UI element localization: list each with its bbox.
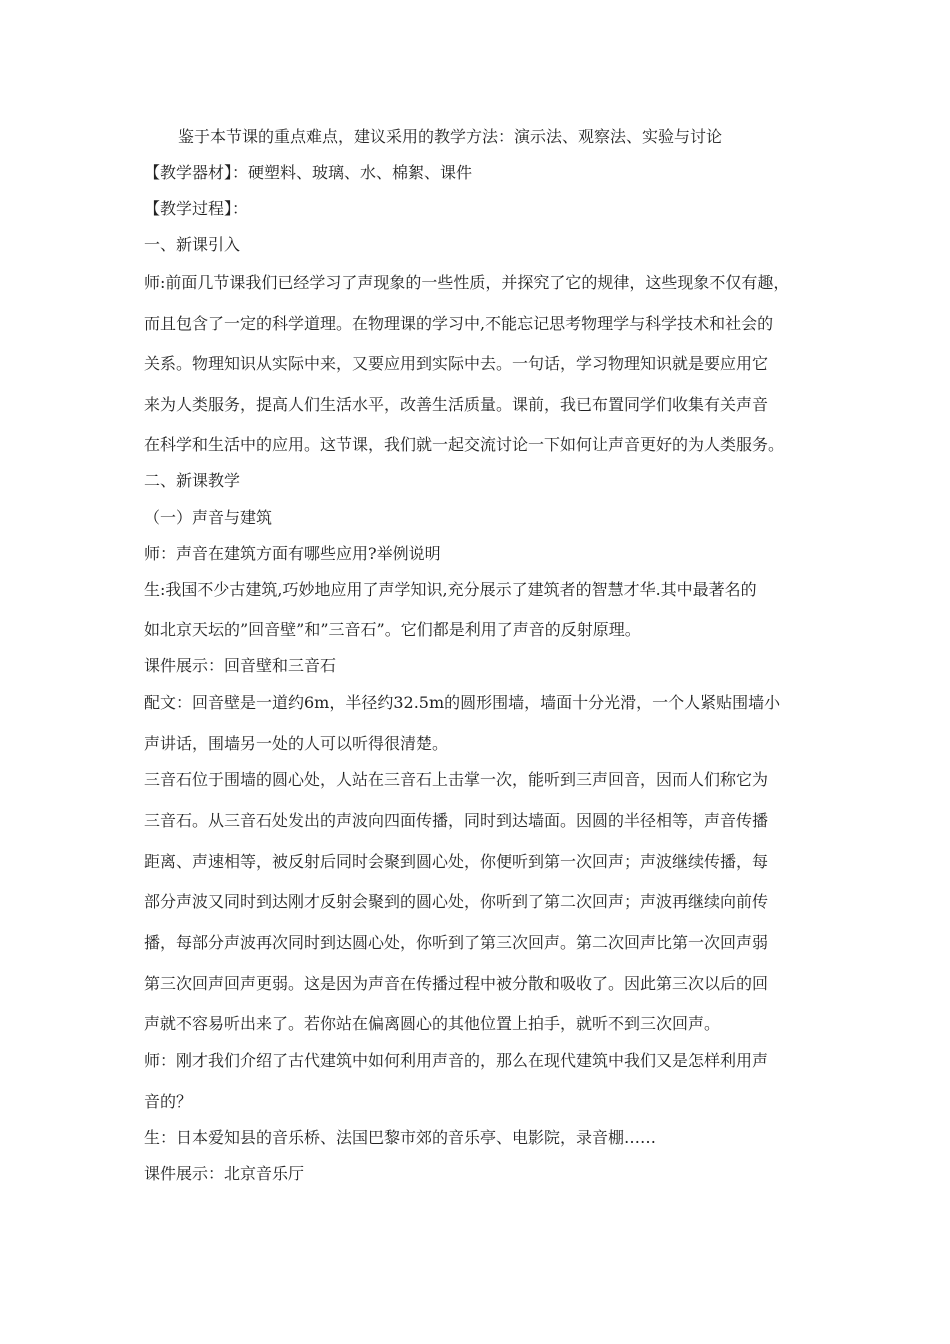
teacher-question: 师：声音在建筑方面有哪些应用?举例说明 — [144, 544, 441, 563]
method-line: 鉴于本节课的重点难点，建议采用的教学方法：演示法、观察法、实验与讨论 — [178, 127, 723, 146]
section-heading-teaching: 二、新课教学 — [144, 471, 241, 490]
echo-stone-line: 播，每部分声波再次同时到达圆心处，你听到了第三次回声。第二次回声比第一次回声弱 — [144, 933, 769, 952]
echo-stone-line: 声就不容易听出来了。若你站在偏离圆心的其他位置上拍手，就听不到三次回声。 — [144, 1014, 721, 1033]
echo-stone-line: 第三次回声回声更弱。这是因为声音在传播过程中被分散和吸收了。因此第三次以后的回 — [144, 974, 769, 993]
teacher-intro-line: 关系。物理知识从实际中来，又要应用到实际中去。一句话，学习物理知识就是要应用它 — [144, 354, 769, 373]
process-heading: 【教学过程】： — [144, 199, 249, 218]
teacher-intro-line: 师:前面几节课我们已经学习了声现象的一些性质，并探究了它的规律，这些现象不仅有趣， — [144, 273, 790, 292]
subsection-heading: （一）声音与建筑 — [144, 508, 273, 527]
courseware-caption: 课件展示：回音壁和三音石 — [144, 656, 337, 675]
courseware-caption: 课件展示：北京音乐厅 — [144, 1164, 305, 1183]
teacher-modern-question: 音的？ — [144, 1092, 193, 1111]
echo-stone-line: 部分声波又同时到达刚才反射会聚到的圆心处，你听到了第二次回声；声波再继续向前传 — [144, 892, 769, 911]
caption-text-line: 声讲话，围墙另一处的人可以听得很清楚。 — [144, 734, 449, 753]
teacher-intro-line: 来为人类服务，提高人们生活水平，改善生活质量。课前，我已布置同学们收集有关声音 — [144, 395, 769, 414]
student-answer-line: 如北京天坛的”回音壁”和”三音石”。它们都是利用了声音的反射原理。 — [144, 620, 641, 639]
student-modern-answer: 生：日本爱知县的音乐桥、法国巴黎市郊的音乐亭、电影院，录音棚…… — [144, 1128, 657, 1147]
teacher-modern-question: 师：刚才我们介绍了古代建筑中如何利用声音的，那么在现代建筑中我们又是怎样利用声 — [144, 1051, 769, 1070]
section-heading-intro: 一、新课引入 — [144, 235, 241, 254]
teacher-intro-line: 而且包含了一定的科学道理。在物理课的学习中,不能忘记思考物理学与科学技术和社会的 — [144, 314, 774, 333]
caption-text-line: 配文：回音壁是一道约6m，半径约32.5m的圆形围墙，墙面十分光滑，一个人紧贴围墙小 — [144, 693, 781, 712]
teacher-intro-line: 在科学和生活中的应用。这节课，我们就一起交流讨论一下如何让声音更好的为人类服务。 — [144, 435, 785, 454]
student-answer-line: 生:我国不少古建筑,巧妙地应用了声学知识,充分展示了建筑者的智慧才华.其中最著名的 — [144, 580, 757, 599]
echo-stone-line: 距离、声速相等，被反射后同时会聚到圆心处，你便听到第一次回声；声波继续传播，每 — [144, 852, 769, 871]
equipment-line: 【教学器材】：硬塑料、玻璃、水、棉絮、课件 — [144, 163, 473, 182]
echo-stone-line: 三音石位于围墙的圆心处，人站在三音石上击掌一次，能听到三声回音，因而人们称它为 — [144, 770, 769, 789]
echo-stone-line: 三音石。从三音石处发出的声波向四面传播，同时到达墙面。因圆的半径相等，声音传播 — [144, 811, 769, 830]
